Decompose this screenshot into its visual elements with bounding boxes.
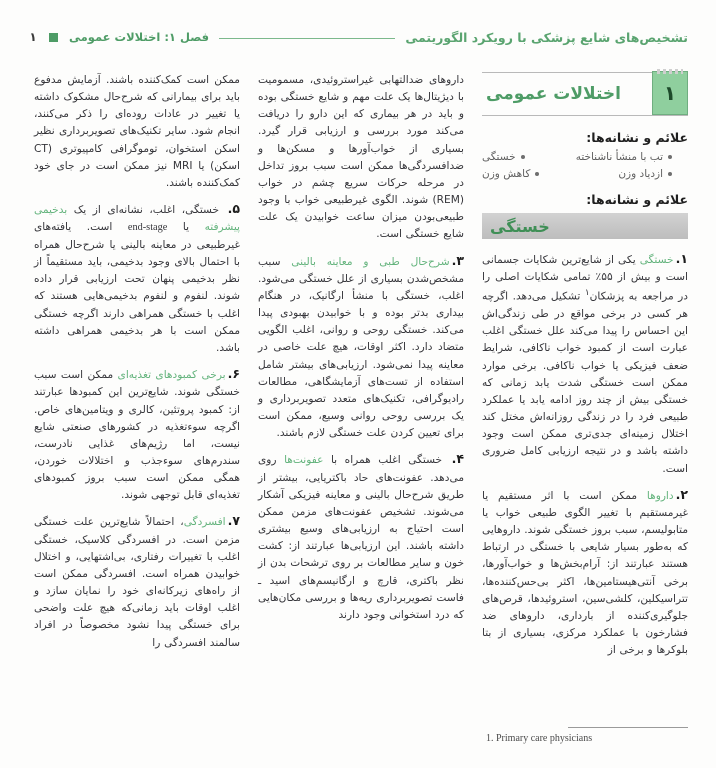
symptoms-row — [482, 168, 672, 180]
running-header — [28, 22, 688, 52]
symptoms-row — [482, 151, 672, 163]
running-header-title-group — [405, 30, 688, 45]
list-item — [482, 151, 525, 163]
item-number: ۲. — [675, 486, 688, 502]
item-keyword: خستگی — [639, 254, 674, 266]
column-container — [28, 72, 688, 750]
bullet-icon — [521, 155, 525, 159]
item-number: ۵. — [227, 201, 240, 217]
symptom-label: تب با منشأ ناشناخته — [575, 151, 663, 163]
column-right — [482, 72, 688, 750]
column-middle — [258, 72, 464, 750]
item-keyword: افسردگی — [183, 516, 226, 529]
chapter-number-badge: ۱ — [652, 71, 688, 115]
item-text-lead: خستگی، اغلب، نشانه‌ای از یک — [67, 204, 226, 217]
chapter-title: اختلالات عمومی — [486, 84, 621, 104]
item-text: روی می‌دهد. عفونت‌های حاد باکتریایی، بیشتر از طریق شرح‌حال بالینی و معاینه فیزیکی آشکار می‌شوند. تشخیص عفونت‌های مزمن ممکن است احتیاج به ارزیابی‌های وسیع بیشتری داشته باشند. این ارزیابی‌ها عبارتند از: کشت خون و سایر مطالعات بر روی ترشحات بدن از نظر باکتری، قارچ و ارگانیسم‌های اسید ـ فاست تصویربرداری ریه‌ها و بررسی مکان‌هایی که درد استخوانی وجود دارند — [258, 454, 464, 621]
page-number: ۱ — [29, 30, 37, 44]
item-text: است. یافته‌های غیرطبیعی در معاینه بالینی یا شرح‌حال همراه با احتمال بالای وجود بدخیمی، باید مستقیماً از نظر بدخیمی پنهان تحت ارزیابی قرار داده شوند. لنفوم و لنفوم بدخیمی‌هایی هستند که اغلب با خستگی همراهی دارند اگرچه خستگی ممکن است با هر بدخیمی همراهی داشته باشد. — [34, 221, 240, 354]
item-text-mid: یا — [167, 221, 205, 234]
item-number: ۳. — [451, 252, 464, 268]
item-number: ۱. — [675, 251, 688, 266]
bullet-icon — [535, 172, 539, 176]
running-header-chapter-group — [28, 30, 209, 44]
chapter-header — [482, 72, 688, 116]
item-text-lead: خستگی اغلب همراه با — [323, 454, 450, 467]
footnote-separator — [568, 727, 688, 728]
section-title-bar — [482, 213, 688, 239]
item-keyword: شرح‌حال طبی و معاینه بالینی — [291, 255, 450, 268]
symptom-label: خستگی — [482, 151, 516, 163]
header-rule — [219, 38, 395, 39]
left-intro-paragraph: ممکن است کمک‌کننده باشند. آزمایش مدفوع باید برای بیمارانی که شرح‌حال مشکوک داشته یا تغییر در عادات روده‌ای را ذکر می‌کنند، انجام شود. سایر تکنیک‌های تصویربرداری نظیر اسکن استخوان، توموگرافی کامپیوتری (CT اسکن) یا MRI نیز ممکن است در جای خود کمک‌کننده باشند. — [34, 74, 240, 189]
symptoms-list — [482, 151, 688, 180]
item-latin-term: end-stage — [127, 222, 168, 234]
item-text-continued: تشکیل می‌دهد. اگرچه هر کسی در برخی مواقع در طی زندگی‌اش این احساس را پیدا می‌کند علل خستگی اغلب عبارت است از کمبود خواب ناکافی، شرایط ضعف فیزیکی یا خواب ناکافی. برخی موارد ممکن است خستگی شدت یابد زمانی که خستگی بیش از چند روز ادامه یابد یا عملکرد طبیعی فرد را در زندگی روزانه‌اش مختل کند اختلال زمینه‌ای جدی‌تری ممکن است وجود داشته باشد و در نتیجه ارزیابی کامل ضروری است. — [482, 290, 688, 475]
numbered-item-4 — [258, 449, 464, 624]
bullet-icon — [668, 155, 672, 159]
numbered-item-5 — [34, 199, 240, 357]
item-number: ۴. — [451, 451, 464, 467]
item-number: ۷. — [227, 513, 240, 529]
item-text: ، احتمالاً شایع‌ترین علت خستگی مزمن است. در افسردگی کلاسیک، خستگی اغلب با تغییرات رفتاری، بی‌اشتهایی، و اختلال خوابیدن همراه است. افسردگی ممکن است از راه‌های زیرکانه‌ای خود را نمایان سازد و اغلب اوقات باید زمانی‌که هیچ علت واضحی برای خستگی پیدا نشود مخصوصاً در افراد سالمند افسردگی را — [34, 516, 240, 649]
numbered-item-3 — [258, 251, 464, 443]
list-item — [576, 151, 672, 163]
symptoms-heading-repeat: علائم و نشانه‌ها: — [586, 192, 688, 207]
footnote — [482, 727, 688, 744]
item-text: ممکن است با اثر مستقیم یا غیرمستقیم با تغییر الگوی طبیعی خواب یا متابولیسم، سبب بروز خستگی شوند. داروهایی که به‌طور بسیار شایعی با خستگی در ارتباط هستند عبارتند از: آرام‌بخش‌ها و خواب‌آورها، برخی آنتی‌هیستامین‌ها، اکثر بی‌حس‌کننده‌ها، تتراسیکلین، کلشی‌سین، استروئیدها، قرص‌های جلوگیری‌کننده از بارداری، داروهای ضد فشارخون با عملکرد مرکزی، بسیاری از بتا بلوکرها و برخی از — [482, 489, 688, 657]
numbered-item-7 — [34, 511, 240, 651]
bullet-icon — [668, 172, 672, 176]
item-keyword: داروها — [646, 489, 674, 502]
symptom-label: ازدیاد وزن — [618, 168, 663, 180]
item-keyword: بدخیمی پیشرفته — [34, 204, 240, 234]
footnote-marker: ۱ — [584, 288, 590, 299]
item-number: ۶. — [227, 366, 241, 382]
book-title: تشخیص‌های شایع پزشکی با رویکرد الگوریتمی — [405, 29, 688, 45]
section-title: خستگی — [490, 216, 550, 236]
list-item — [482, 168, 539, 180]
footnote-text: 1. Primary care physicians — [486, 733, 593, 744]
column-left — [34, 72, 240, 750]
middle-intro-paragraph: داروهای ضدالتهابی غیراستروئیدی، مسمومیت با دیژیتال‌ها یک علت مهم و شایع خستگی بوده و باید در هر بیماری که این دارو را دریافت می‌کند مورد بررسی و ارزیابی قرار گیرد. بسیاری از خواب‌آورها و مسکن‌ها و ضدافسردگی‌ها ممکن است سبب بروز تداخل در مرحله حرکات سریع چشم در خواب (REM) شوند. الگوی غیرطبیعی خواب با وجود طبیعی‌بودن میزان ساعت خوابیدن یک علت شایع خستگی است. — [258, 74, 464, 241]
numbered-item-6 — [34, 364, 240, 504]
item-keyword: برخی کمبودهای تغذیه‌ای — [117, 369, 226, 382]
symptoms-heading: علائم و نشانه‌ها: — [586, 130, 688, 145]
item-text: سبب مشخص‌شدن بسیاری از علل خستگی می‌شود. اغلب، خستگی با منشأ ارگانیک، در هنگام بیداری بدتر بوده و با خوابیدن بهبودی پیدا می‌کند. خستگی روحی و روانی، اغلب الگویی متضاد دارد. اکثر اوقات، هیچ علت خاصی در معاینه پیدا نمی‌شود. ارزیابی‌های بیشتر شامل استفاده از تست‌های آزمایشگاهی، مطالعات رادیوگرافی، تکنیک‌های متعدد تصویربرداری و یک بررسی روحی روانی وسیع، ممکن است برای تعیین کردن علت خستگی لازم باشند. — [258, 255, 464, 440]
numbered-item-1 — [482, 249, 688, 478]
item-keyword: عفونت‌ها — [284, 454, 324, 467]
item-text: ممکن است سبب خستگی شوند. شایع‌ترین این کمبودها عبارتند از: کمبود پروتئین، کالری و ویتامین‌های خاص. اگرچه سوءتغذیه در کشورهای صنعتی شایع نیست، اما رژیم‌های غذایی نادرست، سندرم‌های سوءجذب و اختلالات خوردن، همگی ممکن است سبب بروز کمبودهای تغذیه‌ای قابل توجهی شوند. — [34, 369, 240, 502]
symptom-label: کاهش وزن — [482, 168, 531, 180]
numbered-item-2 — [482, 485, 688, 660]
chapter-label: فصل ۱: اختلالات عمومی — [69, 30, 210, 44]
square-bullet-icon — [49, 33, 58, 42]
list-item — [618, 168, 672, 180]
item-text: یکی از شایع‌ترین شکایات جسمانی است و بیش از ۵۵٪ تمامی شکایات اصلی را در مراجعه به پزشکان — [482, 254, 688, 303]
